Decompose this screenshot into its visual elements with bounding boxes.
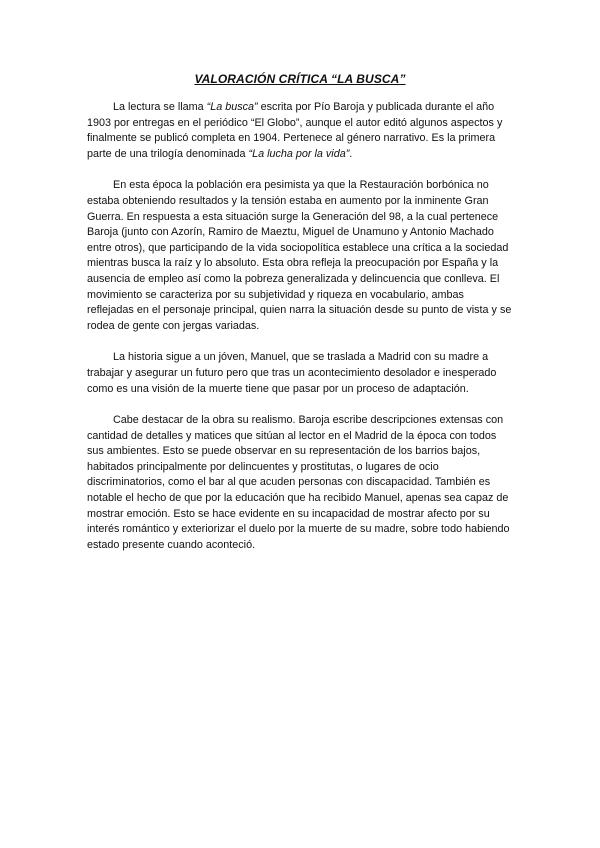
paragraph-1-text-e: . xyxy=(349,147,353,160)
document-body xyxy=(87,100,512,569)
paragraph-1-text-c: escrita por Pío Baroja y publicada durante el año 1903 por entregas en el periódico “El Globo”, aunque el autor editó algunos aspectos y finalmente se publicó completa en 1904. Pertenece al género narrativo. Es la primera parte de una trilogía denominada xyxy=(87,101,503,160)
paragraph-3: La historia sigue a un jóven, Manuel, que se traslada a Madrid con su madre a trabajar y asegurar un futuro pero que tras un acontecimiento desolador e inesperado como es una visión de la muerte tiene que pasar por un proceso de adaptación. xyxy=(87,351,497,395)
trilogy-title-emphasis: “La lucha por la vida” xyxy=(248,147,350,160)
document-title: VALORACIÓN CRÍTICA “LA BUSCA” xyxy=(194,72,406,86)
paragraph-1-text-a: La lectura se llama xyxy=(113,101,207,113)
paragraph-4: Cabe destacar de la obra su realismo. Baroja escribe descripciones extensas con cantidad de detalles y matices que sitúan al lector en el Madrid de la época con todos sus ambientes. Esto se puede observar en su representación de los barrios bajos, habitados principalmente por delincuentes y prostitutas, o lugares de ocio discriminatorios, como el bar al que acuden personas con discapacidad. También es notable el hecho de que por la educación que ha recibido Manuel, apenas sea capaz de mostrar emoción. Esto se hace evidente en su incapacidad de mostrar afecto por su interés romántico y exteriorizar el duelo por la muerte de su madre, sobre todo habiendo estado presente cuando aconteció. xyxy=(87,414,510,551)
paragraph-1 xyxy=(87,100,512,162)
paragraph-2: En esta época la población era pesimista ya que la Restauración borbónica no estaba obteniendo resultados y la tensión estaba en aumento por la inminente Gran Guerra. En respuesta a esta situación surge la Generación del 98, a la cual pertenece Baroja (junto con Azorín, Ramiro de Maeztu, Miguel de Unamuno y Antonio Machado entre otros), que participando de la vida sociopolítica establece una crítica a la sociedad mientras busca la raíz y lo absoluto. Esta obra refleja la preocupación por España y la ausencia de empleo así como la pobreza generalizada y delincuencia que conlleva. El movimiento se caracteriza por su subjetividad y riqueza en vocabulario, ambas reflejadas en el personaje principal, quien narra la situación desde su punto de vista y se rodea de gente con jergas variadas. xyxy=(87,179,512,332)
book-title-emphasis: “La busca” xyxy=(206,101,258,113)
